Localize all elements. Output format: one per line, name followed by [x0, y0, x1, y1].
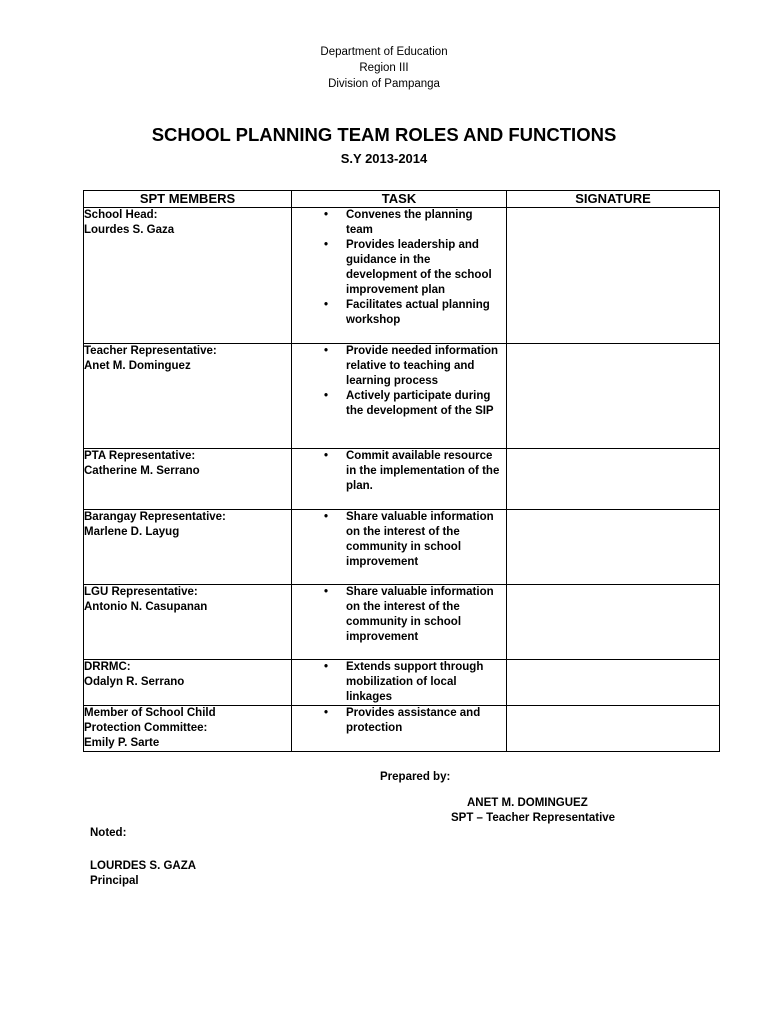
- signature-cell: [507, 449, 720, 510]
- table-row: [84, 208, 720, 344]
- preparer-name: ANET M. DOMINGUEZ: [467, 797, 588, 809]
- signature-cell: [507, 208, 720, 344]
- school-year: S.Y 2013-2014: [340, 151, 428, 166]
- member-role-continued: Protection Committee:: [84, 722, 208, 734]
- column-header-members: SPT MEMBERS: [84, 191, 292, 208]
- column-header-task: TASK: [292, 191, 507, 208]
- header-region: Region III: [359, 62, 409, 74]
- task-list: [292, 585, 506, 645]
- task-list: [292, 208, 506, 328]
- member-cell: [84, 208, 292, 344]
- table-row: [84, 510, 720, 585]
- prepared-by-label: Prepared by:: [380, 771, 451, 783]
- task-cell: [292, 706, 507, 752]
- member-role: Teacher Representative:: [84, 345, 217, 357]
- member-name: Marlene D. Layug: [84, 526, 180, 538]
- spt-table: [83, 190, 720, 752]
- document-title: SCHOOL PLANNING TEAM ROLES AND FUNCTIONS: [151, 124, 617, 145]
- preparer-title: SPT – Teacher Representative: [451, 812, 616, 824]
- table-row: [84, 449, 720, 510]
- signature-cell: [507, 706, 720, 752]
- task-cell: [292, 208, 507, 344]
- member-name: Catherine M. Serrano: [84, 465, 200, 477]
- task-cell: [292, 449, 507, 510]
- member-name: Lourdes S. Gaza: [84, 224, 175, 236]
- member-role: Member of School Child: [84, 707, 216, 719]
- task-item: • Provides assistance and protection: [292, 706, 506, 736]
- task-list: [292, 449, 506, 494]
- noter-name: LOURDES S. GAZA: [90, 860, 197, 872]
- member-name: Odalyn R. Serrano: [84, 676, 185, 688]
- task-item: • Extends support through mobilization of local linkages: [292, 660, 506, 705]
- member-name: Antonio N. Casupanan: [84, 601, 208, 613]
- table-row: [84, 585, 720, 660]
- task-item: • Convenes the planning team: [292, 208, 506, 238]
- table-header-row: [84, 191, 720, 208]
- member-role: PTA Representative:: [84, 450, 196, 462]
- task-item: • Provide needed information relative to teaching and learning process: [292, 344, 506, 389]
- task-list: [292, 660, 506, 705]
- signature-cell: [507, 510, 720, 585]
- member-cell: [84, 510, 292, 585]
- table-row: [84, 344, 720, 449]
- member-name: Emily P. Sarte: [84, 737, 160, 749]
- document-header: [0, 44, 768, 92]
- task-item: • Actively participate during the development of the SIP: [292, 389, 506, 419]
- member-cell: [84, 660, 292, 706]
- member-cell: [84, 585, 292, 660]
- member-role: School Head:: [84, 209, 158, 221]
- signature-cell: [507, 660, 720, 706]
- member-cell: [84, 449, 292, 510]
- task-cell: [292, 510, 507, 585]
- member-role: Barangay Representative:: [84, 511, 226, 523]
- signature-cell: [507, 585, 720, 660]
- task-list: [292, 510, 506, 570]
- member-name: Anet M. Dominguez: [84, 360, 191, 372]
- task-cell: [292, 660, 507, 706]
- task-list: [292, 706, 506, 736]
- task-cell: [292, 344, 507, 449]
- task-list: [292, 344, 506, 419]
- task-item: • Share valuable information on the interest of the community in school improvement: [292, 585, 506, 645]
- task-item: • Commit available resource in the implementation of the plan.: [292, 449, 506, 494]
- header-department: Department of Education: [320, 46, 448, 58]
- noter-title: Principal: [90, 875, 139, 887]
- task-item: • Share valuable information on the interest of the community in school improvement: [292, 510, 506, 570]
- task-item: • Facilitates actual planning workshop: [292, 298, 506, 328]
- task-cell: [292, 585, 507, 660]
- column-header-signature: SIGNATURE: [507, 191, 720, 208]
- header-division: Division of Pampanga: [328, 78, 440, 90]
- task-item: • Provides leadership and guidance in the development of the school improvement plan: [292, 238, 506, 298]
- member-role: LGU Representative:: [84, 586, 198, 598]
- member-cell: [84, 706, 292, 752]
- member-role: DRRMC:: [84, 661, 131, 673]
- table-row: [84, 706, 720, 752]
- member-cell: [84, 344, 292, 449]
- signature-cell: [507, 344, 720, 449]
- table-row: [84, 660, 720, 706]
- noted-label: Noted:: [90, 827, 127, 839]
